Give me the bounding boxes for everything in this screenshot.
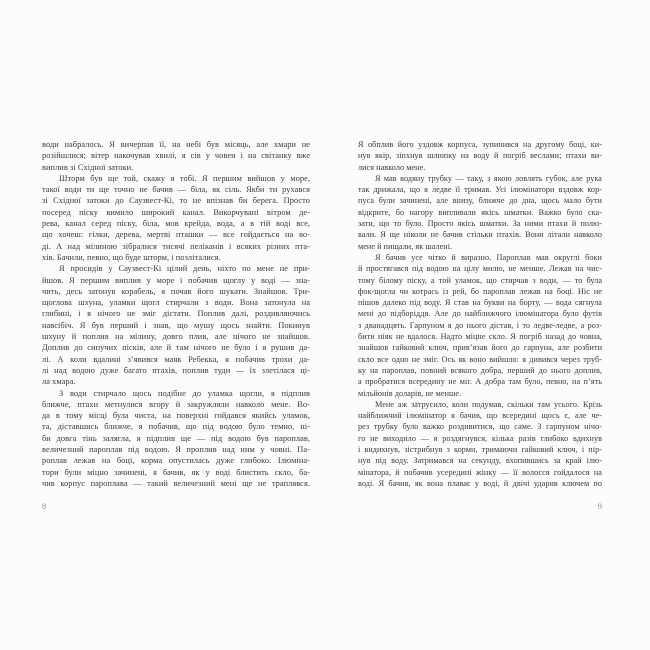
text-line: го не виходило — я роздягнувся, кілька разів глибоко вдихнув	[358, 433, 602, 443]
text-line: такої води ти ще точно не бачив — біла, як сіль. Якби ти рухався	[42, 185, 310, 195]
text-line: навсібіч. Я був перший і знав, що мушу щось знайти. Покинув	[42, 320, 310, 330]
text-line: йшов. Я першим виплив у море і побачив щоглу у воді — зна-	[42, 275, 310, 285]
page-left-text	[42, 139, 310, 489]
text-line: лі. А коли вдалині з’явився маяк Ребекка, я побачив трохи да-	[42, 354, 310, 364]
text-line: зати, що то було. Просто якісь шматки. За ними птахи й полю-	[358, 219, 602, 229]
text-line: виплив зі Східної затоки.	[42, 162, 134, 172]
text-line: знайшов гайковий ключ, прив’язав його до гарпуна, але розбити	[358, 343, 602, 353]
text-line: вали. Я ще ніколи не бачив стільки птахів. Вони літали навколо	[358, 230, 602, 240]
text-line: з дванадцять. Гарпуном я до нього дістав, і то ледве-ледве, а роз-	[358, 320, 602, 330]
text-line: і видихнув, зістрибнув з корми, тримаючи гайковий ключ, і пір-	[358, 445, 602, 455]
text-line: розійшлися; вітер накочував хвилі, я сів у човен і на світанку вже	[42, 151, 310, 161]
text-line: ближче, птахи метнулися вгору й закружляли навколо мене. Во-	[42, 399, 310, 409]
text-line: нув під воду. Затримався на секунду, вхопившись за край ілю-	[358, 456, 602, 466]
text-line: скло все одно не зміг. Ось як воно вийшло: я дивився через труб-	[358, 354, 602, 364]
text-line: ку на пароплав, повний всякого добра, перший до нього доплив,	[358, 365, 602, 375]
text-line: Я обплив його уздовж корпуса, зупинився на другому боці, ки-	[358, 140, 602, 149]
text-line: величезний пароплав під водою. Я проплив над ним у човні. Па-	[42, 445, 310, 455]
text-line: тому білому піску, а той уламок, що стирчав з води, — то була	[358, 275, 602, 285]
text-line: ді. А над мілиною зібралися тисячі пеліканів і всяких різних пта-	[42, 241, 310, 251]
text-line: мільйонів доларів, не менше.	[358, 388, 462, 398]
text-line: пішов далеко під воду. Я став на букви на борту, — вода сягнула	[358, 298, 602, 308]
text-line: Я бачив усе чітко й виразно. Пароплав мав округлі боки	[375, 252, 602, 262]
page-number-left: 8	[42, 501, 47, 511]
text-line: чить, десь затонув корабель, я почав його шукати. Знайшов. Три-	[42, 286, 310, 296]
text-line: води набралось. Я вичерпав її, на небі був місяць, але хмари не	[42, 140, 310, 149]
text-line: так дрижала, що я ледве її тримав. Усі ілюмінатори вздовж кор-	[358, 185, 602, 195]
text-line: шхуну й поплив на мілину, довго плив, але нічого не знайшов.	[42, 332, 310, 342]
text-line: рез трубку було важко роздивитися, що саме. З гарпуном нічо-	[358, 422, 602, 432]
text-line: мінатора, й побачив усередині жінку — її волосся гойдалося на	[358, 467, 602, 477]
text-line: найближчий ілюмінатор я бачив, що всередині щось є, але че-	[358, 411, 602, 421]
text-line: лі над водою дуже багато птахів, поплив туди — їх злетілася ці-	[42, 365, 310, 375]
text-line: рева, канал серед піску, біла, мов крейда, вода, а в тій воді все,	[42, 219, 310, 229]
text-line: воді. Я бачив, як вона плаває у воді, й двічі ударив ключем по	[358, 478, 602, 488]
text-line: що хочеш: гілки, дерева, мертві пташки — все гойдається на во-	[42, 230, 310, 240]
text-line: роплав лежав на боці, корма опустилась дуже глибоко. Ілюміна-	[42, 456, 310, 466]
text-line: посеред піску вимило широкий канал. Викорчувані вітром де-	[42, 207, 310, 217]
text-line: щоглова шхуна, уламки щогл стирчали з води. Вона затонула на	[42, 298, 310, 308]
text-line: З води стирчало щось подібне до уламка щогли, я підплив	[59, 388, 310, 398]
text-line: ла хмара.	[42, 377, 76, 387]
text-line: зі Східної затоки до Саузвест-Кі, то не впізнав би берега. Просто	[42, 196, 310, 206]
text-line: фок-щогла чи котрась із рей, бо пароплав лежав на боці. Ніс не	[358, 286, 602, 296]
text-line: Доплив до сипучих пісків, але й там нічого не було і я рушив да-	[42, 343, 310, 353]
text-line: нув якір, зіпхнув шлюпку на воду й погріб веслами; птахи ви-	[358, 151, 602, 161]
text-line: Мене аж затрусило, коли подумав, скільки там усього. Крізь	[375, 399, 602, 409]
text-line: мене й пищали, як шалені.	[358, 241, 453, 251]
text-line: пуса були зачинені, але внизу, ближче до дна, щось мало бути	[358, 196, 602, 206]
text-line: бити ніяк не вдалося. Надто міцне скло. Я погріб назад до човна,	[358, 332, 602, 342]
page-right-text	[358, 139, 602, 489]
text-line: чив корпус пароплава — такий величезний мені ще не траплявся.	[42, 478, 310, 488]
text-line: би довга тінь залягла, я підплив ще — під водою був пароплав,	[42, 433, 310, 443]
text-line: та, діставшись ближче, я побачив, що під водою було темно, ні-	[42, 422, 310, 432]
text-line: тори були міцно зачинені, я бачив, як у воді блистить скло, ба-	[42, 467, 310, 477]
text-line: да в тому місці була чиста, на поверхні гойдався якийсь уламок,	[42, 411, 310, 421]
text-line: й простягався під водою на цілу милю, не менше. Лежав на чис-	[358, 264, 602, 274]
text-line: глибині, і я нічого не зміг дістати. Поплив далі, роздивляючись	[42, 309, 310, 319]
text-line: хів. Бачили, певно, що буде шторм, і позліталися.	[42, 252, 221, 262]
text-line: Я просидів у Саузвест-Кі цілий день, ніхто по мене не при-	[59, 264, 310, 274]
page-number-right: 9	[597, 501, 602, 511]
text-line: мені до підборіддя. Але до найближчого ілюмінатора було футів	[358, 309, 602, 319]
text-line: а пробратися всередину не міг. А добра там було, певно, на п’ять	[358, 377, 602, 387]
text-line: Я мав водяну трубку — таку, з якою ловлять губок, але рука	[375, 173, 602, 183]
text-line: лися навколо мене.	[358, 162, 426, 172]
text-line: відкрите, бо нагору випливали якісь шматки. Важко було ска-	[358, 207, 602, 217]
text-line: Шторм був ще той, скажу я тобі. Я першим вийшов у море,	[59, 173, 310, 183]
